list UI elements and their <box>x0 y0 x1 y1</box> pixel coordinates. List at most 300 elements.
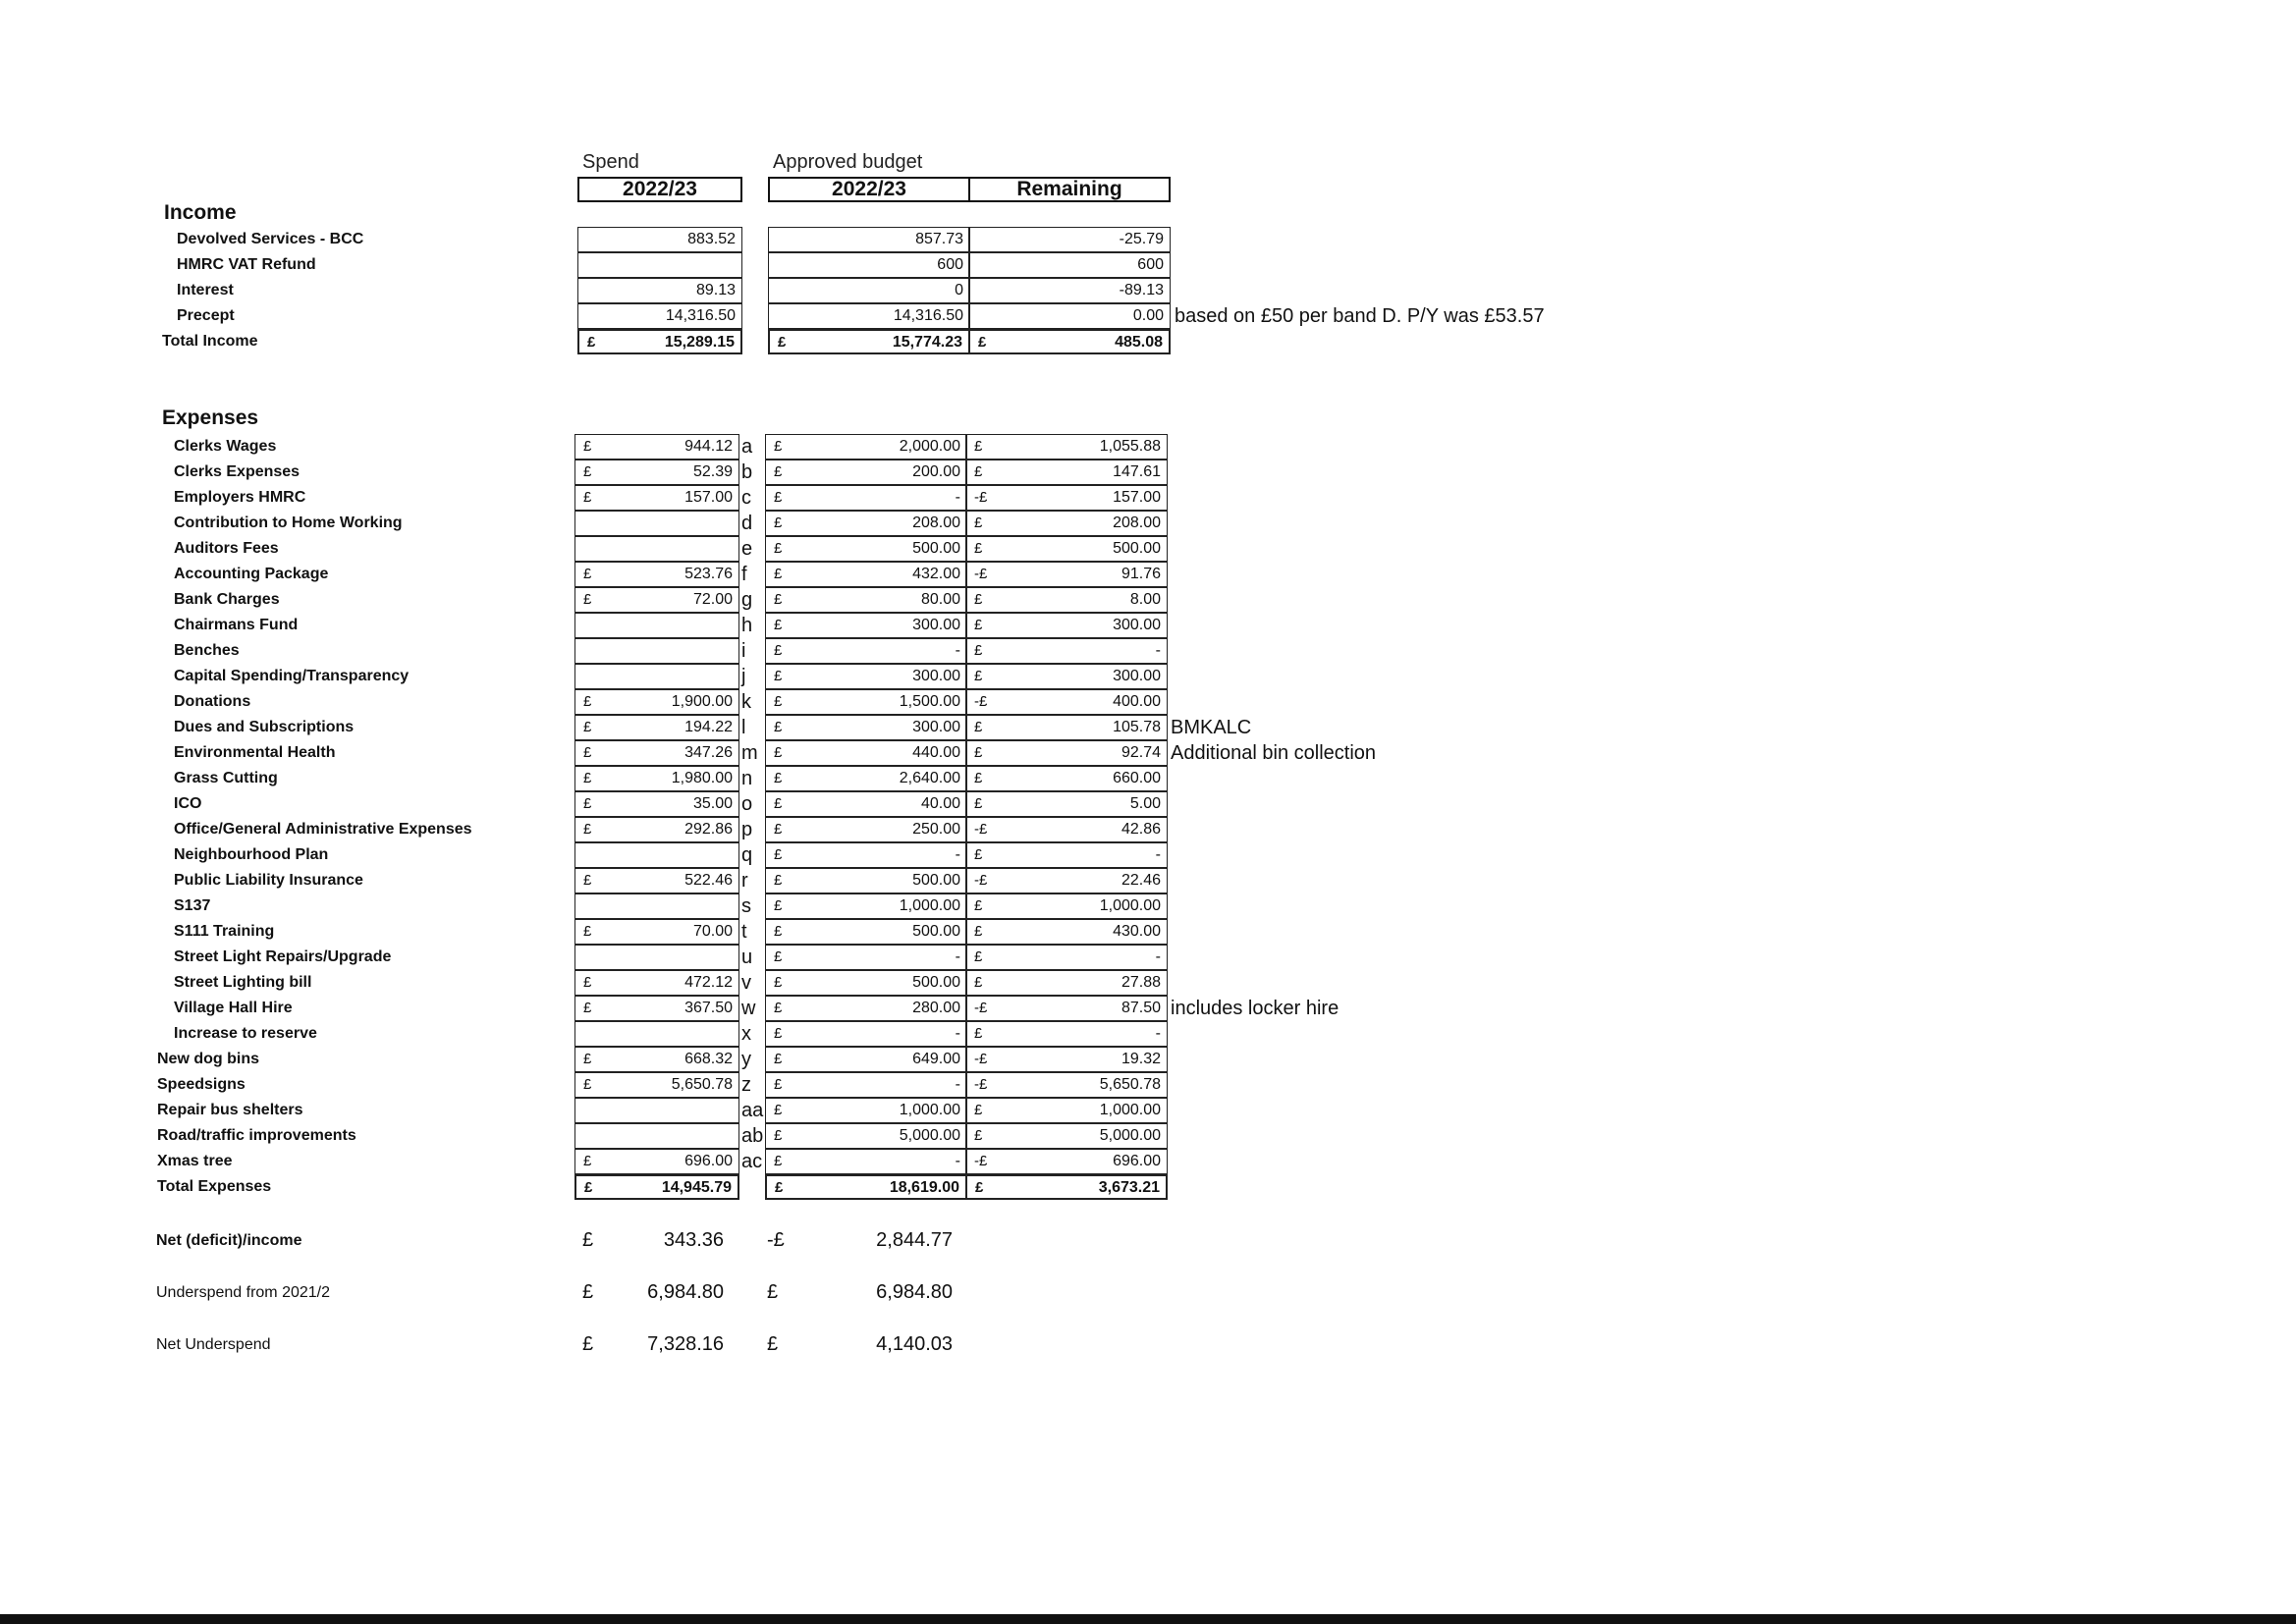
expense-remaining-cell-value: 42.86 <box>1121 821 1161 838</box>
expense-remaining-cell-currency: £ <box>974 846 983 863</box>
expense-remaining-cell-currency: -£ <box>974 1051 988 1067</box>
expense-row-label: Employers HMRC <box>174 489 306 506</box>
expense-remaining-cell-currency: £ <box>974 719 983 735</box>
expense-note: BMKALC <box>1171 717 1252 738</box>
income-remaining-cell <box>968 227 1171 252</box>
expense-budget-cell-currency: £ <box>774 489 783 506</box>
total-income-budget <box>768 329 970 354</box>
expense-remaining-cell <box>965 996 1168 1021</box>
expense-remaining-cell-currency: £ <box>974 770 983 786</box>
expense-spend-cell-value: 1,900.00 <box>671 693 733 710</box>
expense-budget-cell-currency: £ <box>774 1076 783 1093</box>
expense-row-label: Xmas tree <box>157 1153 233 1169</box>
expense-remaining-cell-currency: £ <box>974 744 983 761</box>
expense-remaining-cell <box>965 868 1168 893</box>
income-spend-cell <box>577 278 742 303</box>
expense-budget-cell <box>765 919 967 945</box>
expense-row-ref-letter: z <box>741 1074 751 1096</box>
expense-budget-cell <box>765 1072 967 1098</box>
expense-budget-cell <box>765 587 967 613</box>
expense-spend-cell-currency: £ <box>583 795 592 812</box>
expense-spend-cell <box>574 1149 739 1174</box>
expense-row-label: Chairmans Fund <box>174 617 299 633</box>
expense-spend-cell-currency: £ <box>583 974 592 991</box>
expense-spend-cell-currency: £ <box>583 872 592 889</box>
expense-budget-cell-currency: £ <box>774 617 783 633</box>
expense-remaining-cell-currency: £ <box>974 1025 983 1042</box>
summary-value-2: 2,844.77 <box>876 1229 953 1251</box>
expense-budget-cell-currency: £ <box>774 846 783 863</box>
expense-budget-cell-value: 40.00 <box>920 795 960 812</box>
expense-budget-cell-value: 300.00 <box>912 668 960 684</box>
expense-row-ref-letter: g <box>741 589 753 611</box>
expense-row-label: Repair bus shelters <box>157 1102 303 1118</box>
expense-spend-cell-value: 472.12 <box>684 974 733 991</box>
expense-remaining-cell-value: 8.00 <box>1129 591 1161 608</box>
expense-remaining-cell-value: 91.76 <box>1121 566 1161 582</box>
expense-row-label: Contribution to Home Working <box>174 514 403 531</box>
expense-row-ref-letter: n <box>741 768 753 789</box>
expense-remaining-cell-value: 19.32 <box>1121 1051 1161 1067</box>
income-row-label: HMRC VAT Refund <box>177 256 316 273</box>
expense-spend-cell-value: 944.12 <box>684 438 733 455</box>
expense-budget-cell-currency: £ <box>774 719 783 735</box>
expense-remaining-cell <box>965 511 1168 536</box>
total-expenses-remaining-currency: £ <box>975 1179 984 1196</box>
expense-remaining-cell-value: 400.00 <box>1113 693 1161 710</box>
expense-spend-cell-currency: £ <box>583 1076 592 1093</box>
remaining-header: Remaining <box>968 177 1171 202</box>
expense-remaining-cell-currency: -£ <box>974 566 988 582</box>
total-income-remaining-value: 485.08 <box>1115 334 1163 351</box>
expense-remaining-cell <box>965 791 1168 817</box>
expense-spend-cell-value: 72.00 <box>692 591 733 608</box>
expense-row-ref-letter: l <box>741 717 746 738</box>
expense-remaining-cell <box>965 1123 1168 1149</box>
expense-remaining-cell <box>965 664 1168 689</box>
expense-row-ref-letter: q <box>741 844 753 866</box>
expense-budget-cell-currency: £ <box>774 642 783 659</box>
expense-remaining-cell-value: 500.00 <box>1113 540 1161 557</box>
expense-budget-cell <box>765 511 967 536</box>
expense-row-ref-letter: x <box>741 1023 751 1045</box>
expense-remaining-cell <box>965 842 1168 868</box>
income-spend-cell-value: 14,316.50 <box>665 307 736 324</box>
expense-spend-cell <box>574 893 739 919</box>
summary-value-2: 6,984.80 <box>876 1281 953 1303</box>
expense-spend-cell <box>574 740 739 766</box>
total-income-remaining <box>968 329 1171 354</box>
expense-remaining-cell-value: - <box>1155 846 1161 863</box>
expense-row-label: Clerks Wages <box>174 438 277 455</box>
income-spend-cell-value: 89.13 <box>695 282 736 298</box>
expense-budget-cell <box>765 664 967 689</box>
expense-budget-cell <box>765 485 967 511</box>
expense-budget-cell-value: 2,000.00 <box>899 438 960 455</box>
expense-budget-cell-currency: £ <box>774 566 783 582</box>
expense-remaining-cell-currency: -£ <box>974 693 988 710</box>
expense-remaining-cell-value: 157.00 <box>1113 489 1161 506</box>
expense-spend-cell <box>574 945 739 970</box>
expense-remaining-cell-value: 208.00 <box>1113 514 1161 531</box>
expense-row-ref-letter: i <box>741 640 746 662</box>
expense-budget-cell-value: 1,000.00 <box>899 897 960 914</box>
expense-budget-cell <box>765 562 967 587</box>
expense-remaining-cell-currency: £ <box>974 1102 983 1118</box>
expense-spend-cell-value: 523.76 <box>684 566 733 582</box>
expense-remaining-cell-value: 92.74 <box>1121 744 1161 761</box>
expense-budget-cell-value: - <box>955 846 960 863</box>
expense-spend-cell-value: 35.00 <box>692 795 733 812</box>
expense-remaining-cell-value: 87.50 <box>1121 1000 1161 1016</box>
expense-row-label: Environmental Health <box>174 744 336 761</box>
expense-spend-cell <box>574 817 739 842</box>
expense-budget-cell <box>765 893 967 919</box>
expense-row-label: Clerks Expenses <box>174 463 301 480</box>
expense-spend-cell <box>574 434 739 460</box>
expense-budget-cell-value: - <box>955 489 960 506</box>
budget-year-header: 2022/23 <box>768 177 970 202</box>
expense-budget-cell <box>765 689 967 715</box>
expense-budget-cell <box>765 1021 967 1047</box>
expense-remaining-cell-currency: -£ <box>974 489 988 506</box>
total-income-spend <box>577 329 742 354</box>
expense-budget-cell <box>765 740 967 766</box>
expense-row-ref-letter: c <box>741 487 751 509</box>
expense-spend-cell-currency: £ <box>583 821 592 838</box>
expense-budget-cell-value: 500.00 <box>912 872 960 889</box>
expense-row-ref-letter: h <box>741 615 753 636</box>
expense-budget-cell-value: 208.00 <box>912 514 960 531</box>
summary-currency-2: £ <box>767 1281 779 1303</box>
expense-remaining-cell-currency: £ <box>974 668 983 684</box>
expense-remaining-cell <box>965 613 1168 638</box>
expense-row-ref-letter: d <box>741 513 753 534</box>
expense-budget-cell <box>765 1123 967 1149</box>
expense-remaining-cell <box>965 434 1168 460</box>
summary-value-1: 7,328.16 <box>647 1333 724 1355</box>
expense-remaining-cell <box>965 919 1168 945</box>
expense-row-ref-letter: v <box>741 972 751 994</box>
expense-remaining-cell <box>965 715 1168 740</box>
expense-remaining-cell-value: 300.00 <box>1113 617 1161 633</box>
total-expenses-budget <box>765 1174 967 1200</box>
total-income-budget-value: 15,774.23 <box>892 334 962 351</box>
expense-spend-cell <box>574 1072 739 1098</box>
expense-budget-cell <box>765 613 967 638</box>
income-remaining-cell <box>968 303 1171 329</box>
expense-budget-cell-currency: £ <box>774 668 783 684</box>
expense-spend-cell <box>574 970 739 996</box>
income-remaining-cell <box>968 278 1171 303</box>
expense-spend-cell <box>574 996 739 1021</box>
expense-remaining-cell <box>965 1149 1168 1174</box>
summary-currency-2: £ <box>767 1333 779 1355</box>
expense-budget-cell-currency: £ <box>774 1051 783 1067</box>
expense-remaining-cell-value: 22.46 <box>1121 872 1161 889</box>
expense-budget-cell-value: - <box>955 1076 960 1093</box>
expense-remaining-cell-value: 1,055.88 <box>1099 438 1161 455</box>
summary-label: Underspend from 2021/2 <box>156 1284 330 1301</box>
expense-row-ref-letter: e <box>741 538 753 560</box>
expense-budget-cell-currency: £ <box>774 795 783 812</box>
expense-remaining-cell <box>965 587 1168 613</box>
expense-row-label: Bank Charges <box>174 591 280 608</box>
expense-remaining-cell-value: - <box>1155 948 1161 965</box>
expense-row-ref-letter: j <box>741 666 746 687</box>
total-income-budget-currency: £ <box>778 334 787 351</box>
expense-remaining-cell-currency: -£ <box>974 1000 988 1016</box>
expense-remaining-cell-currency: £ <box>974 514 983 531</box>
expense-row-ref-letter: a <box>741 436 753 458</box>
expense-remaining-cell <box>965 766 1168 791</box>
expense-budget-cell-value: - <box>955 948 960 965</box>
income-remaining-cell-value: 0.00 <box>1132 307 1164 324</box>
expense-note: Additional bin collection <box>1171 742 1377 764</box>
income-section-title: Income <box>164 201 237 224</box>
expense-remaining-cell-currency: £ <box>974 591 983 608</box>
expense-budget-cell <box>765 1098 967 1123</box>
income-row-label: Devolved Services - BCC <box>177 231 364 247</box>
expense-row-label: Grass Cutting <box>174 770 278 786</box>
expense-spend-cell-value: 5,650.78 <box>671 1076 733 1093</box>
expense-budget-cell <box>765 817 967 842</box>
expense-budget-cell-currency: £ <box>774 897 783 914</box>
expense-budget-cell-currency: £ <box>774 438 783 455</box>
expense-budget-cell-currency: £ <box>774 463 783 480</box>
expense-row-label: Road/traffic improvements <box>157 1127 356 1144</box>
expense-spend-cell <box>574 613 739 638</box>
expense-budget-cell-currency: £ <box>774 591 783 608</box>
expense-remaining-cell-currency: £ <box>974 897 983 914</box>
expense-spend-cell-currency: £ <box>583 1153 592 1169</box>
income-budget-cell-value: 0 <box>955 282 963 298</box>
expense-budget-cell-value: - <box>955 642 960 659</box>
income-spend-cell <box>577 252 742 278</box>
expense-budget-cell <box>765 638 967 664</box>
expense-remaining-cell <box>965 562 1168 587</box>
expense-row-label: Speedsigns <box>157 1076 246 1093</box>
expense-row-ref-letter: m <box>741 742 758 764</box>
summary-label: Net Underspend <box>156 1336 271 1353</box>
total-income-spend-value: 15,289.15 <box>664 334 735 351</box>
expense-spend-cell <box>574 587 739 613</box>
expense-remaining-cell-currency: -£ <box>974 872 988 889</box>
expense-spend-cell <box>574 536 739 562</box>
expense-budget-cell <box>765 791 967 817</box>
expense-budget-cell <box>765 842 967 868</box>
expense-spend-cell-value: 52.39 <box>692 463 733 480</box>
expense-spend-cell-value: 1,980.00 <box>671 770 733 786</box>
expense-remaining-cell-currency: £ <box>974 948 983 965</box>
income-budget-cell-value: 857.73 <box>915 231 963 247</box>
summary-label: Net (deficit)/income <box>156 1232 302 1249</box>
total-expenses-spend-currency: £ <box>584 1179 593 1196</box>
expense-budget-cell <box>765 1047 967 1072</box>
expense-row-label: S137 <box>174 897 211 914</box>
expense-row-ref-letter: k <box>741 691 751 713</box>
expense-row-label: Benches <box>174 642 240 659</box>
expense-remaining-cell-currency: -£ <box>974 1153 988 1169</box>
expense-remaining-cell-currency: £ <box>974 540 983 557</box>
expense-remaining-cell-value: 660.00 <box>1113 770 1161 786</box>
expense-spend-cell-currency: £ <box>583 438 592 455</box>
expense-spend-cell-currency: £ <box>583 591 592 608</box>
expense-budget-cell-value: 1,000.00 <box>899 1102 960 1118</box>
income-budget-cell <box>768 303 970 329</box>
expense-spend-cell-currency: £ <box>583 489 592 506</box>
expense-row-label: Dues and Subscriptions <box>174 719 355 735</box>
income-spend-cell-value: 883.52 <box>687 231 736 247</box>
expense-remaining-cell <box>965 740 1168 766</box>
expense-spend-cell-currency: £ <box>583 463 592 480</box>
expense-budget-cell-currency: £ <box>774 1127 783 1144</box>
expense-remaining-cell-value: - <box>1155 1025 1161 1042</box>
expense-row-ref-letter: o <box>741 793 753 815</box>
expense-row-ref-letter: aa <box>741 1100 764 1121</box>
expense-row-label: Village Hall Hire <box>174 1000 293 1016</box>
expense-remaining-cell-value: 5.00 <box>1129 795 1161 812</box>
income-budget-cell-value: 600 <box>937 256 963 273</box>
expense-budget-cell <box>765 996 967 1021</box>
expense-row-ref-letter: f <box>741 564 747 585</box>
expense-remaining-cell-currency: £ <box>974 438 983 455</box>
expense-budget-cell-currency: £ <box>774 514 783 531</box>
expense-budget-cell <box>765 434 967 460</box>
expense-remaining-cell <box>965 817 1168 842</box>
expense-row-label: ICO <box>174 795 202 812</box>
expense-budget-cell-value: 300.00 <box>912 617 960 633</box>
expense-remaining-cell-value: 696.00 <box>1113 1153 1161 1169</box>
expense-row-ref-letter: s <box>741 895 751 917</box>
expense-budget-cell <box>765 868 967 893</box>
income-spend-cell <box>577 227 742 252</box>
expense-remaining-cell-currency: £ <box>974 1127 983 1144</box>
expense-remaining-cell <box>965 1072 1168 1098</box>
total-income-label: Total Income <box>162 333 258 350</box>
expense-remaining-cell-currency: £ <box>974 974 983 991</box>
summary-currency-1: £ <box>582 1229 594 1251</box>
income-row-label: Precept <box>177 307 235 324</box>
expense-remaining-cell <box>965 638 1168 664</box>
income-remaining-cell <box>968 252 1171 278</box>
expense-row-label: Donations <box>174 693 251 710</box>
income-spend-cell <box>577 303 742 329</box>
spend-header: Spend <box>582 151 639 173</box>
expense-budget-cell-value: 250.00 <box>912 821 960 838</box>
expense-remaining-cell <box>965 1021 1168 1047</box>
expense-remaining-cell <box>965 536 1168 562</box>
expense-remaining-cell-currency: £ <box>974 617 983 633</box>
expense-spend-cell-value: 696.00 <box>684 1153 733 1169</box>
total-expenses-spend <box>574 1174 739 1200</box>
expense-remaining-cell-currency: £ <box>974 923 983 940</box>
expense-row-label: Accounting Package <box>174 566 329 582</box>
expense-remaining-cell-currency: -£ <box>974 1076 988 1093</box>
expense-remaining-cell <box>965 485 1168 511</box>
expense-spend-cell <box>574 460 739 485</box>
expense-remaining-cell-value: 1,000.00 <box>1099 897 1161 914</box>
expense-spend-cell <box>574 868 739 893</box>
scan-edge <box>0 1614 2296 1624</box>
expense-remaining-cell-currency: £ <box>974 642 983 659</box>
expense-remaining-cell-value: 105.78 <box>1113 719 1161 735</box>
expense-budget-cell-currency: £ <box>774 1000 783 1016</box>
expense-budget-cell <box>765 970 967 996</box>
summary-currency-2: -£ <box>767 1229 785 1251</box>
expense-remaining-cell-value: 300.00 <box>1113 668 1161 684</box>
expense-spend-cell <box>574 842 739 868</box>
expense-row-ref-letter: y <box>741 1049 751 1070</box>
expense-spend-cell <box>574 511 739 536</box>
income-note: based on £50 per band D. P/Y was £53.57 <box>1175 305 1545 327</box>
expense-spend-cell <box>574 919 739 945</box>
expense-spend-cell-value: 70.00 <box>692 923 733 940</box>
expense-budget-cell-value: 500.00 <box>912 974 960 991</box>
expense-remaining-cell-value: 5,000.00 <box>1099 1127 1161 1144</box>
expense-remaining-cell-value: 5,650.78 <box>1099 1076 1161 1093</box>
total-expenses-remaining-value: 3,673.21 <box>1098 1179 1160 1196</box>
expense-budget-cell-currency: £ <box>774 770 783 786</box>
expense-budget-cell-value: 500.00 <box>912 923 960 940</box>
expense-row-label: S111 Training <box>174 923 275 940</box>
expense-spend-cell-value: 347.26 <box>684 744 733 761</box>
expense-budget-cell-value: 280.00 <box>912 1000 960 1016</box>
expenses-section-title: Expenses <box>162 406 259 429</box>
expense-spend-cell-currency: £ <box>583 693 592 710</box>
expense-row-ref-letter: w <box>741 998 756 1019</box>
expense-spend-cell-currency: £ <box>583 719 592 735</box>
expense-budget-cell-currency: £ <box>774 540 783 557</box>
summary-value-1: 6,984.80 <box>647 1281 724 1303</box>
expense-row-label: Public Liability Insurance <box>174 872 363 889</box>
expense-spend-cell <box>574 715 739 740</box>
expense-budget-cell <box>765 460 967 485</box>
expense-remaining-cell <box>965 1047 1168 1072</box>
expense-row-ref-letter: t <box>741 921 747 943</box>
income-budget-cell <box>768 278 970 303</box>
expense-spend-cell-currency: £ <box>583 566 592 582</box>
expense-remaining-cell-value: 430.00 <box>1113 923 1161 940</box>
expense-budget-cell <box>765 715 967 740</box>
expense-spend-cell-value: 668.32 <box>684 1051 733 1067</box>
expense-budget-cell-currency: £ <box>774 948 783 965</box>
expense-spend-cell <box>574 791 739 817</box>
expense-spend-cell-currency: £ <box>583 744 592 761</box>
spend-year-header: 2022/23 <box>577 177 742 202</box>
total-income-spend-currency: £ <box>587 334 596 351</box>
expense-row-label: Auditors Fees <box>174 540 279 557</box>
expense-remaining-cell <box>965 970 1168 996</box>
summary-currency-1: £ <box>582 1281 594 1303</box>
expense-remaining-cell <box>965 893 1168 919</box>
expense-row-label: Office/General Administrative Expenses <box>174 821 472 838</box>
expense-remaining-cell <box>965 460 1168 485</box>
income-remaining-cell-value: 600 <box>1137 256 1164 273</box>
expense-budget-cell-value: 500.00 <box>912 540 960 557</box>
income-budget-cell <box>768 252 970 278</box>
total-income-remaining-currency: £ <box>978 334 987 351</box>
expense-budget-cell-currency: £ <box>774 872 783 889</box>
expense-budget-cell-value: 200.00 <box>912 463 960 480</box>
expense-budget-cell-currency: £ <box>774 1102 783 1118</box>
expense-spend-cell <box>574 638 739 664</box>
expense-row-ref-letter: b <box>741 461 753 483</box>
expense-row-ref-letter: ab <box>741 1125 764 1147</box>
expense-row-ref-letter: p <box>741 819 753 840</box>
expense-budget-cell-value: 649.00 <box>912 1051 960 1067</box>
expense-remaining-cell-currency: £ <box>974 795 983 812</box>
